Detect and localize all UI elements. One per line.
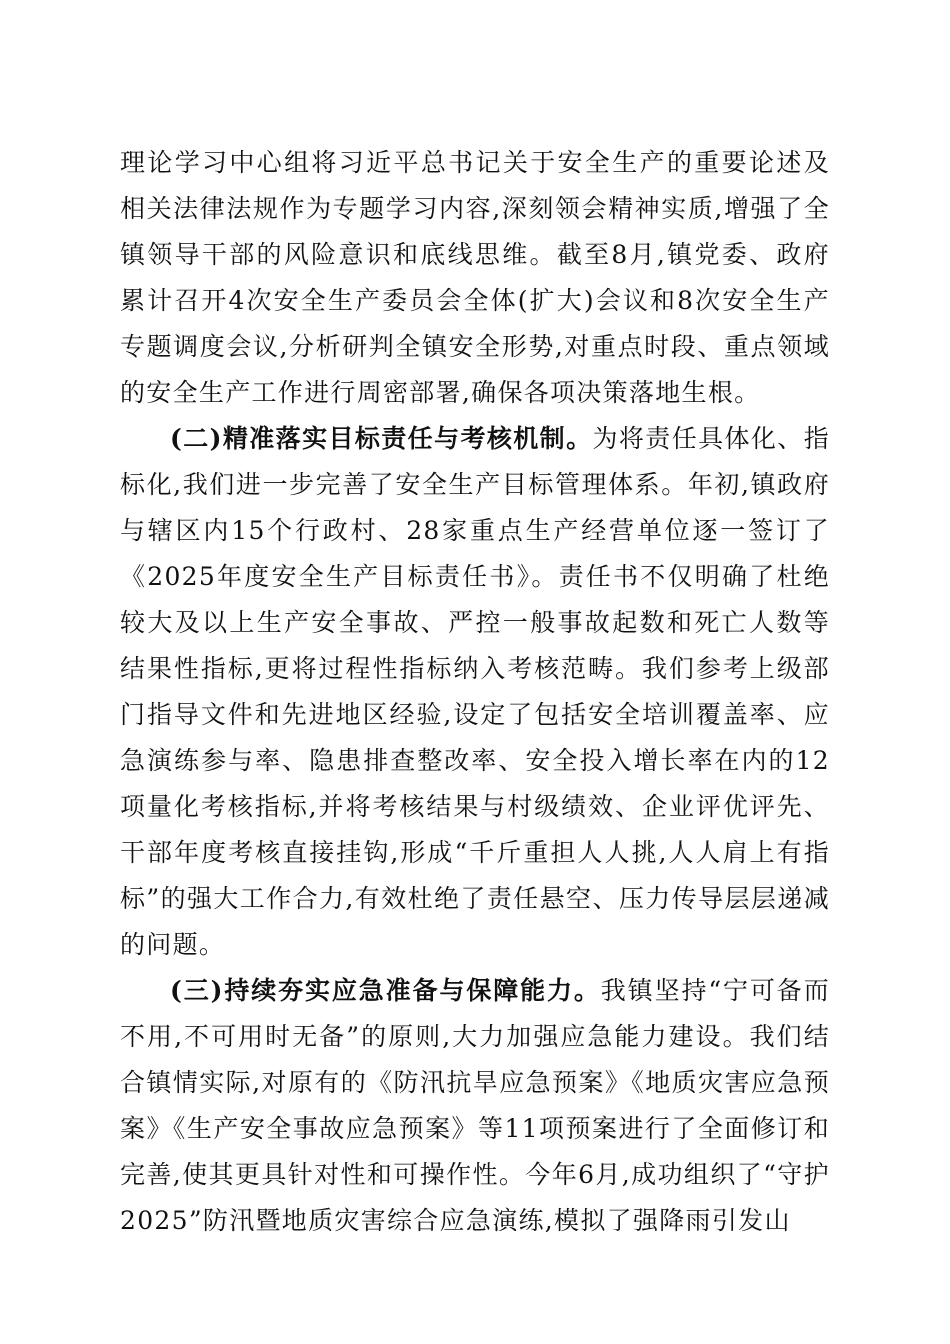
paragraph-text: 我镇坚持“宁可备而不用,不可用时无备”的原则,大力加强应急能力建设。我们结合镇情实际,对原有的《防汛抗旱应急预案》《地质灾害应急预案》《生产安全事故应急预案》等11项预案进行了全面修订和完善,使其更具针对性和可操作性。今年6月,成功组织了“守护2025”防汛暨地质灾害综合应急演练,模拟了强降雨引发山 [120, 976, 830, 1235]
paragraph-section-3 [120, 968, 830, 1244]
document-body [120, 140, 830, 1244]
section-heading: (二)精准落实目标责任与考核机制。 [170, 424, 593, 453]
paragraph-continuation [120, 140, 830, 416]
paragraph-section-2 [120, 416, 830, 968]
section-heading: (三)持续夯实应急准备与保障能力。 [170, 976, 601, 1005]
paragraph-text: 理论学习中心组将习近平总书记关于安全生产的重要论述及相关法律法规作为专题学习内容,深刻领会精神实质,增强了全镇领导干部的风险意识和底线思维。截至8月,镇党委、政府累计召开4次安全生产委员会全体(扩大)会议和8次安全生产专题调度会议,分析研判全镇安全形势,对重点时段、重点领域的安全生产工作进行周密部署,确保各项决策落地生根。 [120, 148, 830, 407]
paragraph-text: 为将责任具体化、指标化,我们进一步完善了安全生产目标管理体系。年初,镇政府与辖区内15个行政村、28家重点生产经营单位逐一签订了《2025年度安全生产目标责任书》。责任书不仅明确了杜绝较大及以上生产安全事故、严控一般事故起数和死亡人数等结果性指标,更将过程性指标纳入考核范畴。我们参考上级部门指导文件和先进地区经验,设定了包括安全培训覆盖率、应急演练参与率、隐患排查整改率、安全投入增长率在内的12项量化考核指标,并将考核结果与村级绩效、企业评优评先、干部年度考核直接挂钩,形成“千斤重担人人挑,人人肩上有指标”的强大工作合力,有效杜绝了责任悬空、压力传导层层递减的问题。 [120, 424, 830, 959]
